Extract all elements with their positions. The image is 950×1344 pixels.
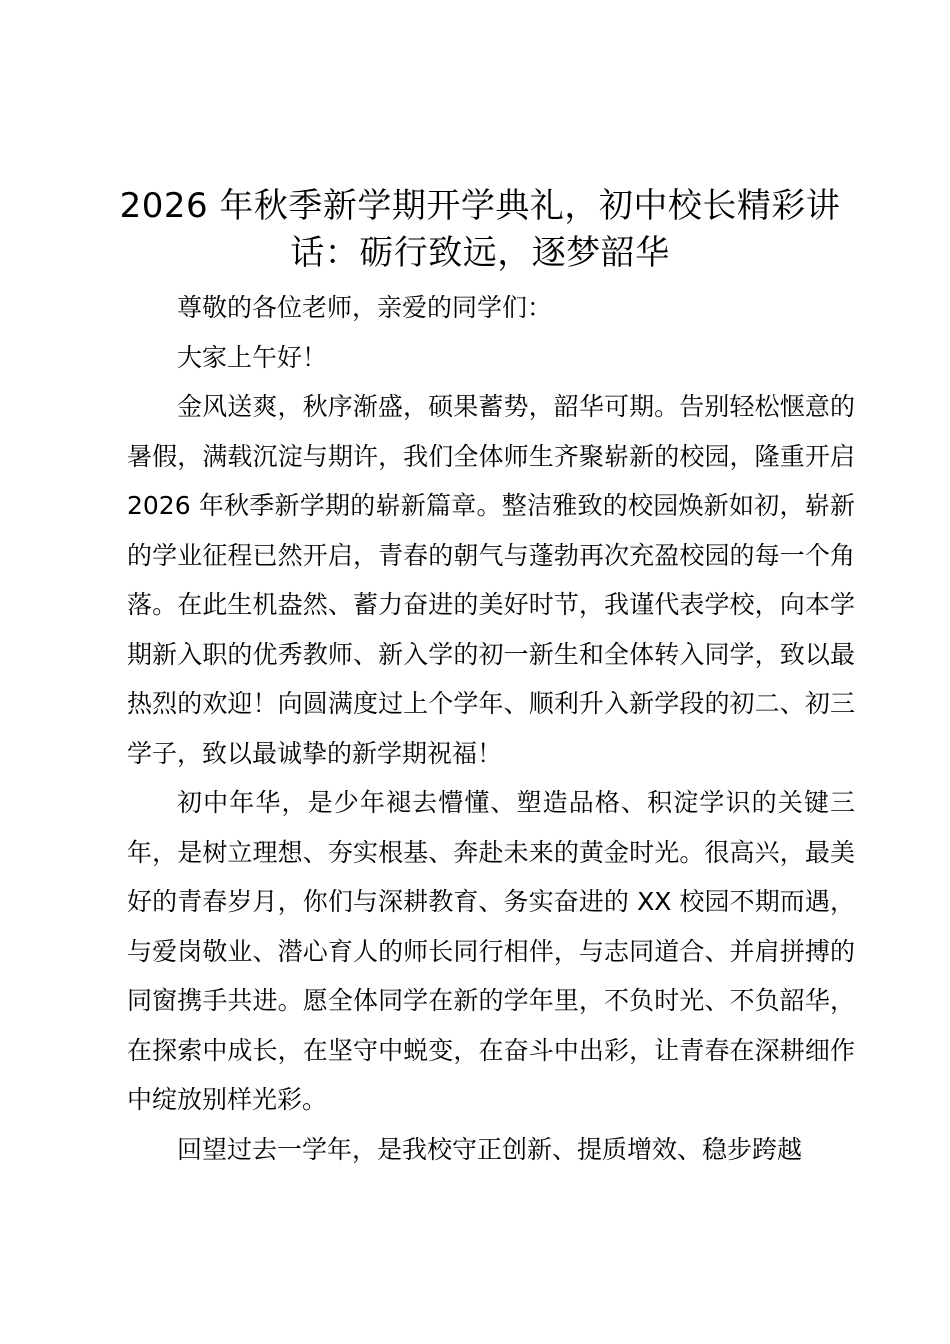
greeting: 大家上午好！ xyxy=(177,342,328,372)
salutation: 尊敬的各位老师，亲爱的同学们： xyxy=(177,293,553,322)
document-body xyxy=(127,283,855,1174)
paragraph: 初中年华，是少年褪去懵懂、塑造品格、积淀学识的关键三年，是树立理想、夯实根基、奔赴未来的黄金时光。很高兴，最美好的青春岁月，你们与深耕教育、务实奋进的 XX 校园不期而遇，与爱岗敬业、潜心育人的师长同行相伴，与志同道合、并肩拼搏的同窗携手共进。愿全体同学在新的学年里，不负时光、不负韶华，在探索中成长，在坚守中蜕变，在奋斗中出彩，让青春在深耕细作中绽放别样光彩。 xyxy=(127,788,855,1114)
paragraph: 金风送爽，秋序渐盛，硕果蓄势，韶华可期。告别轻松惬意的暑假，满载沉淀与期许，我们全体师生齐聚崭新的校园，隆重开启 2026 年秋季新学期的崭新篇章。整洁雅致的校园焕新如初，崭新的学业征程已然开启，青春的朝气与蓬勃再次充盈校园的每一个角落。在此生机盎然、蓄力奋进的美好时节，我谨代表学校，向本学期新入职的优秀教师、新入学的初一新生和全体转入同学，致以最热烈的欢迎！向圆满度过上个学年、顺利升入新学段的初二、初三学子，致以最诚挚的新学期祝福！ xyxy=(127,392,855,768)
document-title: 2026 年秋季新学期开学典礼，初中校长精彩讲话：砺行致远，逐梦韶华 xyxy=(119,186,841,273)
paragraph: 回望过去一学年，是我校守正创新、提质增效、稳步跨越 xyxy=(177,1134,803,1164)
